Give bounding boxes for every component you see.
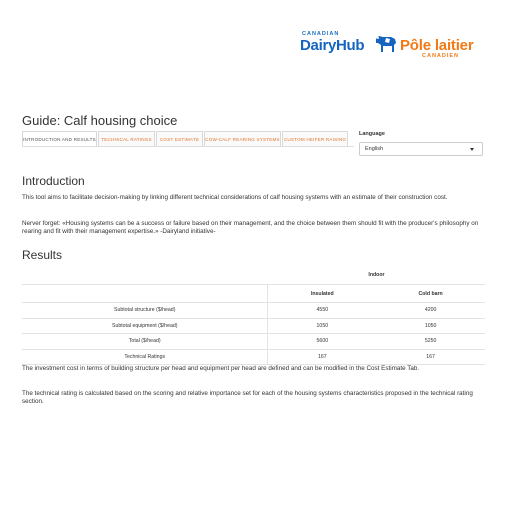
logo-dairyhub-text: DairyHub bbox=[300, 37, 365, 54]
column-header-cold-barn: Cold barn bbox=[418, 290, 443, 297]
tab-custom-heifer-raising[interactable]: CUSTOM HEIFER RAISING bbox=[282, 131, 348, 146]
cell-value: 1050 bbox=[376, 318, 485, 334]
investment-cost-note: The investment cost in terms of building structure per head and equipment per head are defined and can be modified in the Cost Estimate Tab. bbox=[22, 365, 420, 372]
cell-value: 167 bbox=[376, 349, 485, 365]
cell-value: 4550 bbox=[268, 303, 376, 319]
introduction-heading: Introduction bbox=[22, 174, 85, 188]
row-label: Total ($/head) bbox=[22, 334, 268, 350]
table-group-header-row bbox=[22, 266, 485, 285]
tab-bar bbox=[22, 131, 349, 147]
technical-rating-note: The technical rating is calculated based on the scoring and relative importance set for each of the housing systems characteristics proposed in the technical rating section. bbox=[22, 390, 473, 406]
results-table bbox=[22, 266, 485, 365]
cell-value: 5250 bbox=[376, 334, 485, 350]
tab-technical-ratings[interactable]: TECHNICAL RATINGS bbox=[98, 131, 155, 146]
table-row bbox=[22, 318, 485, 334]
language-selected-value: English bbox=[365, 146, 384, 152]
column-header-insulated: Insulated bbox=[268, 285, 376, 303]
table-row bbox=[22, 303, 485, 319]
logo-pole-laitier-text: Pôle laitier bbox=[400, 37, 474, 54]
introduction-paragraph: This tool aims to facilitate decision-making by linking different technical considerations of calf housing systems with an estimate of their construction cost. bbox=[22, 194, 448, 201]
language-label: Language bbox=[359, 131, 385, 137]
cell-value: 167 bbox=[268, 349, 376, 365]
tabs-divider bbox=[22, 146, 354, 147]
tab-introduction-and-results[interactable]: INTRODUCTION AND RESULTS bbox=[22, 131, 97, 146]
page-title: Guide: Calf housing choice bbox=[22, 113, 178, 128]
table-row bbox=[22, 349, 485, 365]
table-row bbox=[22, 334, 485, 350]
cow-icon bbox=[374, 32, 398, 54]
canadian-dairyhub-logo[interactable] bbox=[300, 31, 485, 61]
row-label: Technical Ratings bbox=[22, 349, 268, 365]
cell-value: 5600 bbox=[268, 334, 376, 350]
group-header-indoor: Indoor bbox=[368, 272, 385, 278]
row-label: Subtotal structure ($/head) bbox=[22, 303, 268, 319]
introduction-quote: Nerver forget: «Housing systems can be a success or failure based on their management, and the choice between them should fit with the producer's philosophy on rearing and fit with their management expertise.» -Dairyland initiative- bbox=[22, 220, 479, 236]
cell-value: 1050 bbox=[268, 318, 376, 334]
cell-value: 4200 bbox=[376, 303, 485, 319]
results-heading: Results bbox=[22, 248, 63, 262]
logo-canadien-text: CANADIEN bbox=[422, 53, 460, 59]
caret-down-icon bbox=[470, 148, 474, 151]
table-header-row bbox=[22, 285, 485, 303]
language-select[interactable] bbox=[359, 142, 483, 156]
tab-cost-estimate[interactable]: COST ESTIMATE bbox=[156, 131, 203, 146]
logo-canadian-text: CANADIAN bbox=[302, 31, 340, 37]
row-label: Subtotal equipment ($/head) bbox=[22, 318, 268, 334]
tab-cow-calf-rearing-systems[interactable]: COW-CALF REARING SYSTEMS bbox=[204, 131, 281, 146]
